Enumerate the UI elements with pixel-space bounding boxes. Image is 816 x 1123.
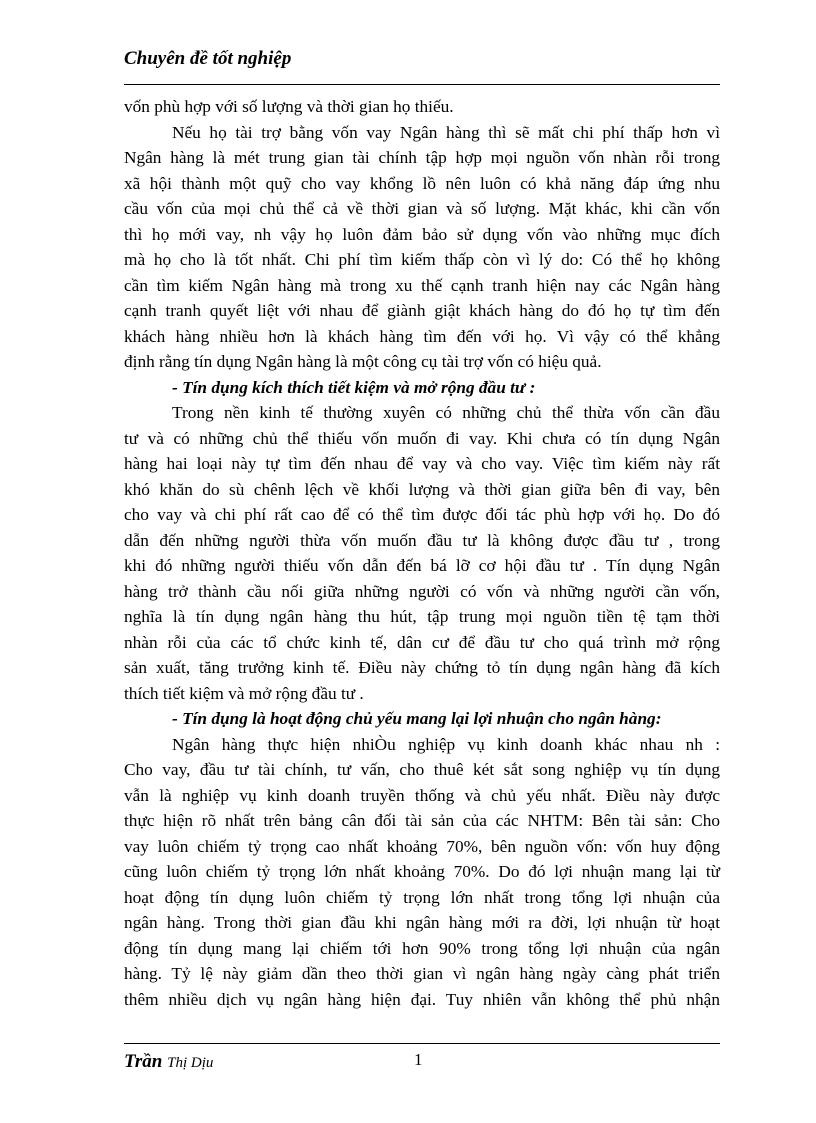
body-line: hàng. Tỷ lệ này giảm dần theo thời gian vì ngân hàng ngày càng phát triển [124,964,720,983]
body-line: cần tìm kiếm Ngân hàng mà trong xu thế cạnh tranh hiện nay các Ngân hàng [124,275,720,295]
body-line: vốn phù hợp với số lượng và thời gian họ thiếu. [124,97,454,116]
body-line: nhàn rỗi của các tổ chức kinh tế, dân cư để đầu tư cho quá trình mở rộng [124,632,720,652]
body-line: hàng hai loại này tự tìm đến nhau để vay và cho vay. Việc tìm kiếm này rất [124,454,720,473]
body-line: khó khăn do sù chênh lệch về khối lượng và thời gian giữa bên đi vay, bên [124,479,720,499]
body-line: vay luôn chiếm tỷ trọng cao nhất khoảng 70%, bên nguồn vốn: vốn huy động [124,836,720,856]
body-line: mà họ cho là tốt nhất. Chi phí tìm kiếm thấp còn vì lý do: Có thể họ không [124,250,720,269]
body-line: vẫn là nghiệp vụ kinh doanh truyền thống và chủ yếu nhất. Điều này được [124,785,720,805]
body-line: cạnh tranh quyết liệt với nhau để giành giật khách hàng do đó họ tự tìm đến [124,301,720,320]
body-line: khách hàng nhiều hơn là khách hàng tìm đến với họ. Vì vậy có thể khẳng [124,326,720,346]
page-header-title: Chuyên đề tốt nghiệp [124,48,292,69]
body-line: thì họ mới vay, nh vậy họ luôn đảm bảo sử dụng vốn vào những mục đích [124,224,720,244]
footer-author [124,1051,213,1073]
body-line: Nếu họ tài trợ bằng vốn vay Ngân hàng thì sẽ mất chi phí thấp hơn vì [172,122,720,142]
body-line: Ngân hàng là mét trung gian tài chính tập hợp mọi nguồn vốn nhàn rỗi trong [124,148,720,167]
footer-author-first: Trần [124,1051,163,1072]
body-line: cho vay và chi phí rất cao để có thể tìm được đối tác phù hợp với họ. Do đó [124,505,720,524]
footer-rule [124,1043,720,1044]
body-line: cũng luôn chiếm tỷ trọng lớn nhất khoảng 70%. Do đó lợi nhuận mang lại từ [124,862,720,881]
body-line: tư và có những chủ thể thiếu vốn muốn đi vay. Khi chưa có tín dụng Ngân [124,428,720,448]
body-line: nghĩa là tín dụng ngân hàng thu hút, tập trung mọi nguồn tiền tệ tạm thời [124,607,720,626]
body-line: dẫn đến những người thừa vốn muốn đầu tư là không được đầu tư , trong [124,530,720,550]
body-line: Trong nền kinh tế thường xuyên có những chủ thể thừa vốn cần đầu [172,403,720,422]
body-line: hoạt động tín dụng luôn chiếm tỷ trọng lớn nhất trong tổng lợi nhuận của [124,887,720,907]
footer-author-rest: Thị Dịu [167,1055,214,1071]
body-line: sản xuất, tăng trưởng kinh tế. Điều này chứng tỏ tín dụng ngân hàng đã kích [124,658,720,677]
body-line: định rằng tín dụng Ngân hàng là một công cụ tài trợ vốn có hiệu quả. [124,352,602,371]
section-subheading: - Tín dụng là hoạt động chủ yếu mang lại lợi nhuận cho ngân hàng: [172,709,662,728]
body-line: ngân hàng. Trong thời gian đầu khi ngân hàng mới ra đời, lợi nhuận từ hoạt [124,913,720,932]
document-body [124,94,720,1012]
header-rule [124,84,720,85]
body-line: cầu vốn của mọi chủ thể cả về thời gian và số lượng. Mặt khác, khi cần vốn [124,199,720,218]
page-number: 1 [414,1050,423,1069]
body-line: xã hội thành một quỹ cho vay khổng lồ nên luôn có khả năng đáp ứng nhu [124,173,720,193]
body-line: thực hiện rõ nhất trên bảng cân đối tài sản của các NHTM: Bên tài sản: Cho [124,811,720,830]
body-line: thêm nhiều dịch vụ ngân hàng hiện đại. Tuy nhiên vẫn không thể phủ nhận [124,989,720,1009]
body-line: khi đó những người thiếu vốn dẫn đến bá lỡ cơ hội đầu tư . Tín dụng Ngân [124,556,720,575]
section-subheading: - Tín dụng kích thích tiết kiệm và mở rộng đầu tư : [172,377,536,397]
body-line: động tín dụng mang lại chiếm tới hơn 90% trong tổng lợi nhuận của ngân [124,938,720,958]
body-line: hàng trở thành cầu nối giữa những người có vốn và những người cần vốn, [124,581,720,601]
body-line: Ngân hàng thực hiện nhiÒu nghiệp vụ kinh doanh khác nhau nh : [172,734,720,754]
body-line: Cho vay, đầu tư tài chính, tư vấn, cho thuê két sắt song nghiệp vụ tín dụng [124,760,720,779]
body-line: thích tiết kiệm và mở rộng đầu tư . [124,683,364,703]
